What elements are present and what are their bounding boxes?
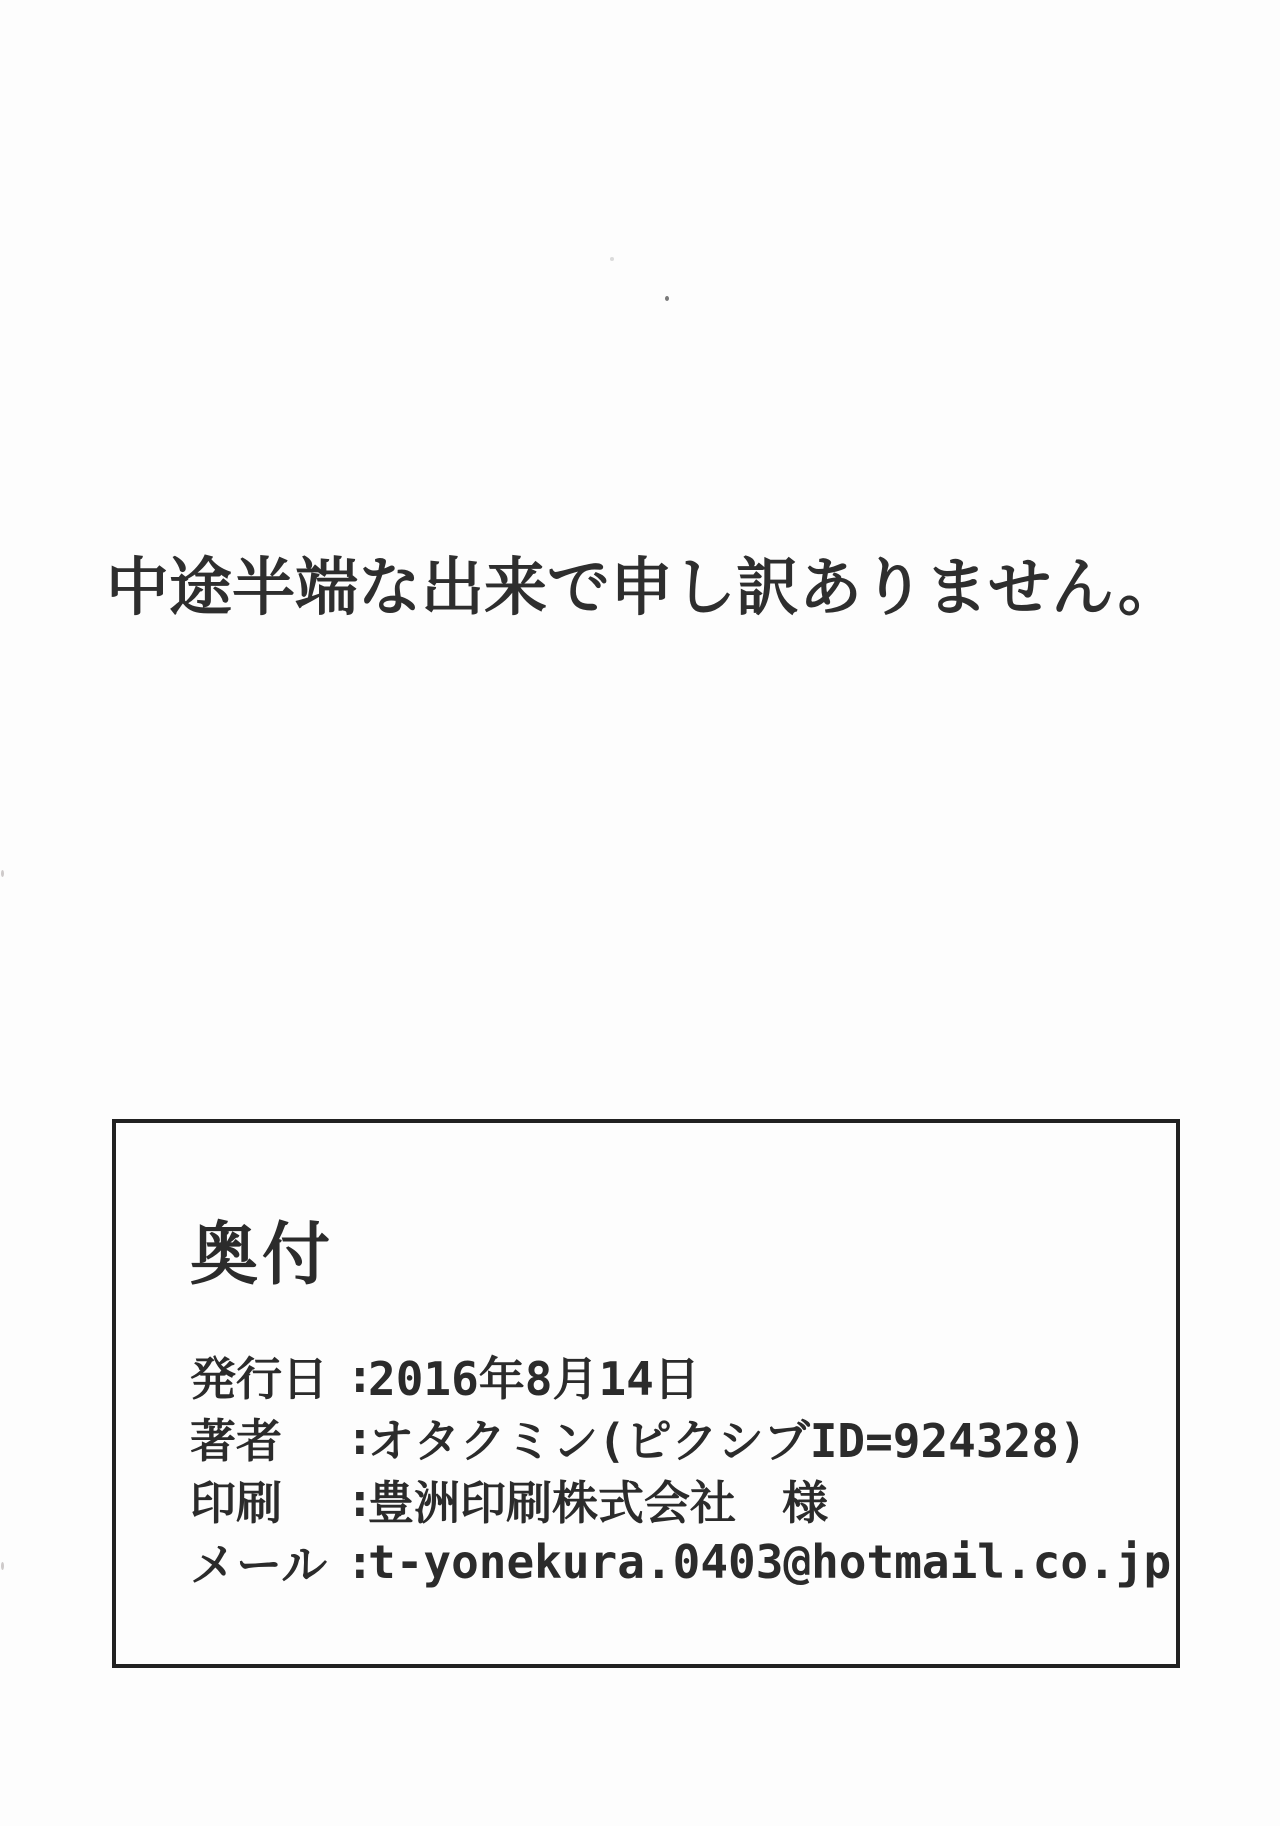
colophon-row-email [190, 1531, 1172, 1593]
colophon-title: 奥付 [190, 1217, 335, 1293]
apology-text: 中途半端な出来で申し訳ありません。 [106, 553, 1181, 623]
row-separator: : [346, 1349, 374, 1403]
row-separator: : [346, 1411, 374, 1465]
colophon-row-author [190, 1407, 1156, 1469]
row-label: 発行日 [190, 1353, 328, 1405]
row-value-publication-date: 2016年8月14日 [368, 1352, 700, 1406]
row-separator: : [346, 1535, 374, 1589]
scan-speck [1, 1562, 4, 1570]
colophon-rows [190, 1345, 1172, 1593]
row-separator: : [346, 1473, 374, 1527]
row-label: 印刷 [190, 1477, 282, 1529]
row-label: 著者 [190, 1415, 282, 1467]
colophon-box [112, 1119, 1180, 1668]
row-value-printer: 豊洲印刷株式会社 様 [368, 1476, 828, 1530]
scan-speck [665, 296, 669, 301]
colophon-row-printer [190, 1469, 1156, 1531]
colophon-row-publication-date [190, 1345, 1156, 1407]
scan-speck [1, 870, 4, 877]
row-label: メール [190, 1539, 328, 1591]
scan-speck [610, 257, 614, 261]
row-value-email: t-yonekura.0403@hotmail.co.jp [368, 1535, 1172, 1589]
row-value-author: オタクミン(ピクシブID=924328) [368, 1414, 1087, 1468]
